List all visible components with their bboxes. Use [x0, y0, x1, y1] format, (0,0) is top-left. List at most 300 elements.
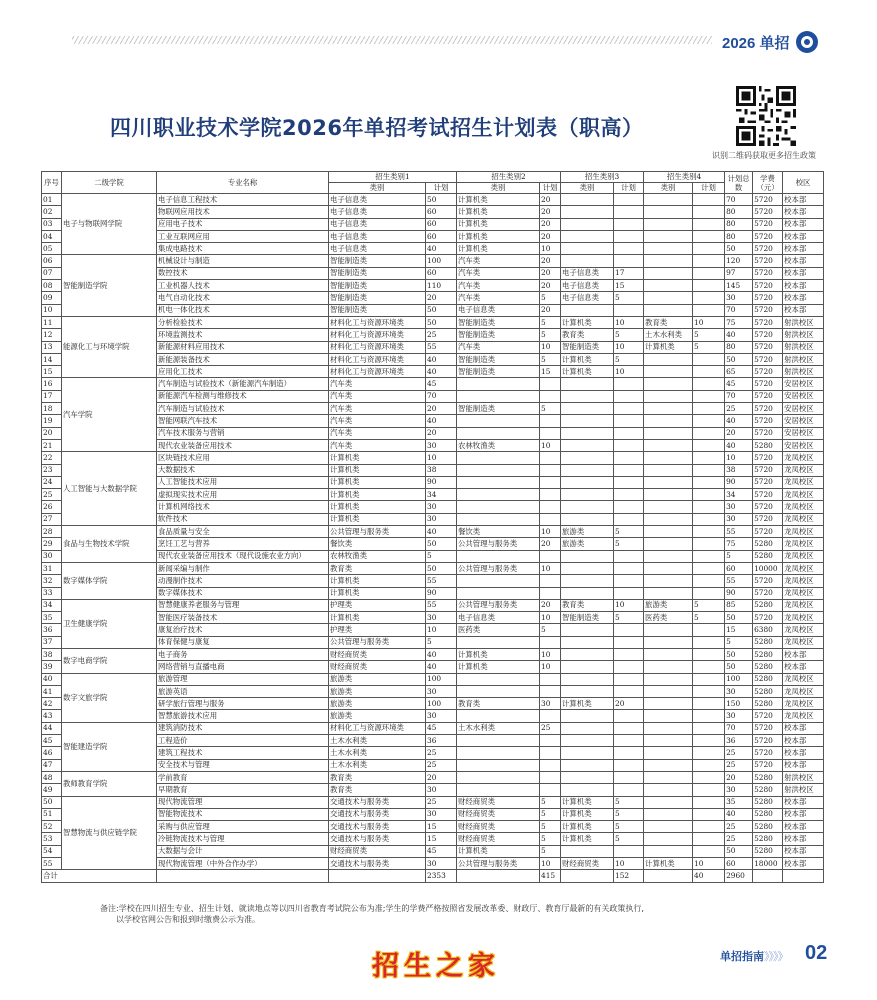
cell-plan-3	[614, 378, 644, 390]
cell-category-4	[644, 550, 693, 562]
cell-campus: 龙凤校区	[783, 599, 824, 611]
cell-plan-1: 100	[426, 673, 457, 685]
footnote-line-1: 备注:学校在四川招生专业、招生计划、就读地点等以四川省教育考试院公布为准;学生的学费严格按照省发展改革委、财政厅、教育厅最新的有关政策执行,	[100, 904, 644, 913]
cell-category-2	[457, 513, 540, 525]
cell-plan-3	[614, 427, 644, 439]
cell-plan-3: 5	[614, 292, 644, 304]
col-header-group-1: 招生类别1	[329, 172, 457, 183]
cell-major: 智能物流技术	[157, 808, 329, 820]
cell-category-3: 计算机类	[561, 698, 614, 710]
cell-plan-1: 40	[426, 243, 457, 255]
table-row	[42, 329, 824, 341]
cell-seq: 16	[42, 378, 62, 390]
table-row	[42, 464, 824, 476]
cell-total-plan: 25	[725, 821, 753, 833]
cell-total-plan: 60	[725, 562, 753, 574]
cell-fee: 5280	[753, 821, 783, 833]
table-row	[42, 845, 824, 857]
cell-plan-4	[693, 747, 725, 759]
cell-fee: 5280	[753, 439, 783, 451]
cell-seq: 32	[42, 575, 62, 587]
cell-plan-1: 50	[426, 538, 457, 550]
cell-fee: 5280	[753, 771, 783, 783]
cell-plan-3: 20	[614, 698, 644, 710]
cell-fee: 5720	[753, 513, 783, 525]
page-number: 02	[805, 942, 828, 964]
cell-category-2: 计算机类	[457, 243, 540, 255]
cell-total-plan: 50	[725, 612, 753, 624]
cell-plan-3: 17	[614, 267, 644, 279]
cell-plan-4	[693, 267, 725, 279]
cell-category-2: 公共管理与服务类	[457, 858, 540, 870]
cell-category-4	[644, 735, 693, 747]
cell-plan-1: 38	[426, 464, 457, 476]
cell-plan-1: 10	[426, 452, 457, 464]
cell-category-2: 汽车类	[457, 255, 540, 267]
cell-category-4	[644, 280, 693, 292]
cell-school: 电子与物联网学院	[62, 194, 157, 255]
cell-category-3	[561, 562, 614, 574]
table-row	[42, 747, 824, 759]
cell-category-4	[644, 624, 693, 636]
cell-category-2: 计算机类	[457, 661, 540, 673]
cell-category-3: 计算机类	[561, 353, 614, 365]
cell-plan-2	[540, 575, 561, 587]
cell-major: 学前教育	[157, 771, 329, 783]
cell-plan-2	[540, 673, 561, 685]
cell-category-4	[644, 784, 693, 796]
cell-plan-4	[693, 722, 725, 734]
cell-category-2: 汽车类	[457, 341, 540, 353]
cell-plan-3: 5	[614, 796, 644, 808]
cell-plan-3	[614, 661, 644, 673]
table-row	[42, 206, 824, 218]
cell-major: 体育保健与康复	[157, 636, 329, 648]
cell-campus: 射洪校区	[783, 366, 824, 378]
cell-plan-4	[693, 710, 725, 722]
cell-plan-4	[693, 636, 725, 648]
table-row	[42, 648, 824, 660]
cell-major: 物联网应用技术	[157, 206, 329, 218]
cell-category-1: 智能制造类	[329, 255, 426, 267]
cell-major: 智慧健康养老服务与管理	[157, 599, 329, 611]
cell-category-3	[561, 194, 614, 206]
cell-plan-1: 20	[426, 403, 457, 415]
cell-category-1: 交通技术与服务类	[329, 858, 426, 870]
cell-campus: 校本部	[783, 255, 824, 267]
cell-major: 安全技术与管理	[157, 759, 329, 771]
footer-arrows-icon: 》》》》	[764, 950, 788, 963]
cell-campus: 龙凤校区	[783, 685, 824, 697]
cell-fee: 5720	[753, 304, 783, 316]
cell-category-4	[644, 661, 693, 673]
cell-seq: 21	[42, 439, 62, 451]
cell-fee: 5720	[753, 206, 783, 218]
cell-category-1: 财经商贸类	[329, 845, 426, 857]
cell-plan-2: 5	[540, 403, 561, 415]
cell-plan-4	[693, 304, 725, 316]
cell-plan-3	[614, 575, 644, 587]
cell-total-plan: 30	[725, 784, 753, 796]
cell-total-plan: 50	[725, 353, 753, 365]
cell-campus: 校本部	[783, 194, 824, 206]
cell-plan-4	[693, 243, 725, 255]
cell-category-2: 智能制造类	[457, 353, 540, 365]
cell-plan-1: 5	[426, 550, 457, 562]
cell-category-3	[561, 403, 614, 415]
cell-category-2: 智能制造类	[457, 316, 540, 328]
cell-fee: 5280	[753, 538, 783, 550]
cell-school: 教师教育学院	[62, 771, 157, 796]
total-empty-cell	[457, 870, 540, 882]
cell-campus: 龙凤校区	[783, 636, 824, 648]
cell-category-2	[457, 575, 540, 587]
cell-category-3	[561, 390, 614, 402]
cell-seq: 26	[42, 501, 62, 513]
cell-plan-3: 5	[614, 538, 644, 550]
table-row	[42, 808, 824, 820]
cell-fee: 5280	[753, 845, 783, 857]
cell-plan-4: 5	[693, 329, 725, 341]
cell-plan-1: 40	[426, 661, 457, 673]
cell-campus: 射洪校区	[783, 771, 824, 783]
cell-seq: 31	[42, 562, 62, 574]
cell-plan-2: 5	[540, 329, 561, 341]
cell-plan-3	[614, 489, 644, 501]
cell-category-1: 汽车类	[329, 439, 426, 451]
cell-plan-1: 30	[426, 710, 457, 722]
cell-category-4	[644, 267, 693, 279]
cell-category-1: 汽车类	[329, 427, 426, 439]
cell-category-1: 电子信息类	[329, 194, 426, 206]
cell-category-4	[644, 575, 693, 587]
cell-seq: 29	[42, 538, 62, 550]
cell-plan-2: 20	[540, 599, 561, 611]
cell-category-3	[561, 747, 614, 759]
cell-plan-3	[614, 439, 644, 451]
cell-school: 人工智能与大数据学院	[62, 452, 157, 526]
cell-plan-2: 5	[540, 624, 561, 636]
cell-category-4	[644, 587, 693, 599]
cell-category-1: 智能制造类	[329, 267, 426, 279]
cell-category-3	[561, 427, 614, 439]
cell-plan-3	[614, 759, 644, 771]
cell-category-3: 计算机类	[561, 796, 614, 808]
table-row	[42, 759, 824, 771]
cell-plan-1: 20	[426, 427, 457, 439]
cell-category-4	[644, 464, 693, 476]
table-row	[42, 735, 824, 747]
cell-campus: 校本部	[783, 722, 824, 734]
cell-total-plan: 97	[725, 267, 753, 279]
cell-plan-2	[540, 735, 561, 747]
cell-category-3	[561, 206, 614, 218]
cell-category-3: 教育类	[561, 599, 614, 611]
cell-plan-3	[614, 784, 644, 796]
cell-category-4	[644, 796, 693, 808]
col-header-seq: 序号	[42, 172, 62, 194]
cell-category-1: 计算机类	[329, 476, 426, 488]
cell-campus: 龙凤校区	[783, 673, 824, 685]
cell-campus: 龙凤校区	[783, 501, 824, 513]
cell-plan-4	[693, 575, 725, 587]
cell-major: 现代物流管理（中外合作办学）	[157, 858, 329, 870]
cell-major: 智慧旅游技术应用	[157, 710, 329, 722]
cell-category-1: 财经商贸类	[329, 648, 426, 660]
cell-category-2	[457, 452, 540, 464]
cell-seq: 30	[42, 550, 62, 562]
cell-category-1: 智能制造类	[329, 280, 426, 292]
cell-plan-4	[693, 255, 725, 267]
cell-seq: 54	[42, 845, 62, 857]
cell-total-plan: 100	[725, 673, 753, 685]
cell-category-2: 公共管理与服务类	[457, 599, 540, 611]
table-row	[42, 612, 824, 624]
cell-campus: 校本部	[783, 845, 824, 857]
cell-category-2: 计算机类	[457, 845, 540, 857]
page-title: 四川职业技术学院2026年单招考试招生计划表（职高）	[110, 116, 644, 140]
cell-plan-2	[540, 415, 561, 427]
cell-category-1: 旅游类	[329, 710, 426, 722]
cell-campus: 射洪校区	[783, 329, 824, 341]
cell-category-2: 公共管理与服务类	[457, 562, 540, 574]
cell-plan-2	[540, 771, 561, 783]
cell-plan-1: 110	[426, 280, 457, 292]
cell-category-1: 交通技术与服务类	[329, 833, 426, 845]
cell-plan-1: 60	[426, 267, 457, 279]
cell-category-3	[561, 587, 614, 599]
cell-plan-2: 10	[540, 661, 561, 673]
table-row	[42, 771, 824, 783]
cell-category-2: 计算机类	[457, 206, 540, 218]
cell-major: 集成电路技术	[157, 243, 329, 255]
cell-category-4: 医药类	[644, 612, 693, 624]
cell-plan-4: 5	[693, 341, 725, 353]
cell-fee: 5720	[753, 489, 783, 501]
cell-major: 新能源汽车检测与维修技术	[157, 390, 329, 402]
cell-seq: 28	[42, 526, 62, 538]
cell-seq: 24	[42, 476, 62, 488]
cell-plan-1: 30	[426, 513, 457, 525]
cell-school: 智能制造学院	[62, 255, 157, 316]
cell-plan-3	[614, 415, 644, 427]
cell-plan-3: 5	[614, 821, 644, 833]
cell-category-3	[561, 476, 614, 488]
cell-total-plan: 30	[725, 292, 753, 304]
cell-seq: 06	[42, 255, 62, 267]
cell-category-4	[644, 710, 693, 722]
cell-fee: 5280	[753, 796, 783, 808]
cell-plan-2	[540, 710, 561, 722]
table-row	[42, 550, 824, 562]
cell-plan-3	[614, 194, 644, 206]
cell-campus: 射洪校区	[783, 353, 824, 365]
total-plan-2: 415	[540, 870, 561, 882]
cell-category-2: 餐饮类	[457, 526, 540, 538]
cell-total-plan: 30	[725, 513, 753, 525]
cell-plan-4	[693, 833, 725, 845]
cell-fee: 5720	[753, 415, 783, 427]
cell-fee: 5720	[753, 612, 783, 624]
cell-seq: 48	[42, 771, 62, 783]
cell-total-plan: 50	[725, 845, 753, 857]
cell-category-3: 教育类	[561, 329, 614, 341]
table-row	[42, 267, 824, 279]
cell-category-2: 公共管理与服务类	[457, 538, 540, 550]
total-plan-4: 40	[693, 870, 725, 882]
cell-category-3	[561, 710, 614, 722]
cell-campus: 龙凤校区	[783, 538, 824, 550]
cell-category-3	[561, 255, 614, 267]
cell-major: 采购与供应管理	[157, 821, 329, 833]
cell-plan-1: 90	[426, 476, 457, 488]
cell-category-3: 计算机类	[561, 316, 614, 328]
table-row	[42, 722, 824, 734]
qr-code-icon	[736, 86, 796, 146]
cell-plan-4	[693, 624, 725, 636]
cell-plan-1: 55	[426, 341, 457, 353]
col-header-total-plan: 计划总数	[725, 172, 753, 194]
cell-fee: 5720	[753, 194, 783, 206]
cell-category-2: 汽车类	[457, 292, 540, 304]
cell-category-1: 计算机类	[329, 452, 426, 464]
cell-seq: 14	[42, 353, 62, 365]
cell-fee: 18000	[753, 858, 783, 870]
cell-plan-1: 30	[426, 501, 457, 513]
cell-plan-1: 10	[426, 624, 457, 636]
cell-category-3	[561, 489, 614, 501]
cell-plan-2	[540, 636, 561, 648]
cell-school: 数字电商学院	[62, 648, 157, 673]
cell-total-plan: 70	[725, 194, 753, 206]
total-plan-1: 2353	[426, 870, 457, 882]
cell-category-2	[457, 390, 540, 402]
cell-plan-2: 5	[540, 292, 561, 304]
table-row	[42, 366, 824, 378]
cell-plan-4	[693, 403, 725, 415]
cell-seq: 37	[42, 636, 62, 648]
cell-plan-3	[614, 403, 644, 415]
header-label: 2026 单招	[722, 34, 790, 52]
cell-plan-4	[693, 759, 725, 771]
cell-campus: 射洪校区	[783, 341, 824, 353]
cell-plan-1: 50	[426, 562, 457, 574]
cell-seq: 04	[42, 230, 62, 242]
cell-plan-4	[693, 353, 725, 365]
cell-category-4	[644, 452, 693, 464]
cell-fee: 5720	[753, 341, 783, 353]
cell-seq: 10	[42, 304, 62, 316]
table-row	[42, 599, 824, 611]
cell-fee: 5280	[753, 648, 783, 660]
cell-category-4: 旅游类	[644, 599, 693, 611]
cell-plan-1: 50	[426, 316, 457, 328]
cell-category-3	[561, 685, 614, 697]
cell-category-4	[644, 366, 693, 378]
cell-fee: 5720	[753, 476, 783, 488]
cell-category-4	[644, 759, 693, 771]
col-header-category-4: 类别	[644, 183, 693, 194]
cell-seq: 45	[42, 735, 62, 747]
cell-plan-3	[614, 624, 644, 636]
cell-total-plan: 5	[725, 636, 753, 648]
table-row	[42, 710, 824, 722]
cell-plan-3	[614, 243, 644, 255]
cell-plan-4	[693, 415, 725, 427]
cell-campus: 校本部	[783, 747, 824, 759]
cell-total-plan: 20	[725, 771, 753, 783]
cell-category-4	[644, 353, 693, 365]
cell-fee: 5720	[753, 292, 783, 304]
cell-total-plan: 40	[725, 329, 753, 341]
cell-major: 应用化工技术	[157, 366, 329, 378]
cell-category-3	[561, 243, 614, 255]
cell-category-1: 材料化工与资源环境类	[329, 353, 426, 365]
cell-plan-4	[693, 292, 725, 304]
cell-category-1: 智能制造类	[329, 292, 426, 304]
cell-plan-1: 50	[426, 194, 457, 206]
cell-category-4	[644, 378, 693, 390]
cell-category-2	[457, 673, 540, 685]
cell-major: 烹饪工艺与营养	[157, 538, 329, 550]
cell-campus: 龙凤校区	[783, 624, 824, 636]
cell-category-2	[457, 501, 540, 513]
cell-fee: 5720	[753, 378, 783, 390]
cell-major: 工业机器人技术	[157, 280, 329, 292]
cell-plan-3	[614, 230, 644, 242]
cell-category-1: 交通技术与服务类	[329, 821, 426, 833]
total-empty-cell	[561, 870, 614, 882]
cell-campus: 校本部	[783, 218, 824, 230]
cell-fee: 5280	[753, 636, 783, 648]
cell-plan-2: 5	[540, 808, 561, 820]
cell-category-1: 土木水利类	[329, 759, 426, 771]
col-header-group-4: 招生类别4	[644, 172, 725, 183]
cell-major: 工业互联网应用	[157, 230, 329, 242]
cell-plan-2: 10	[540, 341, 561, 353]
cell-plan-1: 30	[426, 685, 457, 697]
cell-category-1: 公共管理与服务类	[329, 526, 426, 538]
cell-plan-2: 20	[540, 304, 561, 316]
cell-plan-1: 15	[426, 821, 457, 833]
cell-category-4	[644, 513, 693, 525]
total-label: 合计	[42, 870, 157, 882]
cell-seq: 49	[42, 784, 62, 796]
cell-major: 食品质量与安全	[157, 526, 329, 538]
total-plan-3: 152	[614, 870, 644, 882]
cell-plan-4	[693, 685, 725, 697]
cell-seq: 27	[42, 513, 62, 525]
cell-plan-2: 15	[540, 366, 561, 378]
cell-category-1: 电子信息类	[329, 206, 426, 218]
cell-major: 分析检验技术	[157, 316, 329, 328]
col-header-group-3: 招生类别3	[561, 172, 644, 183]
cell-plan-4	[693, 452, 725, 464]
cell-total-plan: 70	[725, 304, 753, 316]
cell-seq: 41	[42, 685, 62, 697]
cell-campus: 校本部	[783, 267, 824, 279]
table-row	[42, 661, 824, 673]
cell-plan-4	[693, 526, 725, 538]
cell-plan-3	[614, 710, 644, 722]
cell-category-3	[561, 661, 614, 673]
cell-category-1: 汽车类	[329, 390, 426, 402]
cell-category-4	[644, 230, 693, 242]
cell-category-2: 计算机类	[457, 194, 540, 206]
cell-seq: 34	[42, 599, 62, 611]
cell-category-3: 电子信息类	[561, 267, 614, 279]
cell-plan-3: 5	[614, 353, 644, 365]
